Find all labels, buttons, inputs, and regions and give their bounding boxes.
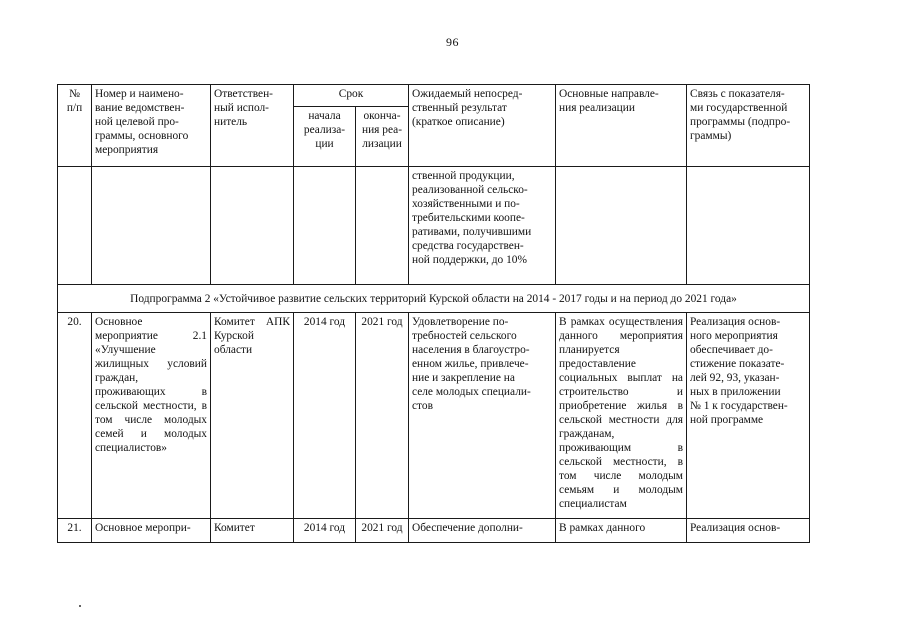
row-link: Реализация основ-: [687, 519, 810, 543]
cont-start: [294, 167, 356, 285]
row-result: Удовлетворение по- требностей сельского населения в благоустро- енном жилье, привлече- ние и закрепление на селе молодых специали- стов: [409, 313, 556, 519]
table-row: [58, 519, 810, 543]
row-result: Обеспечение дополни-: [409, 519, 556, 543]
continuation-row: [58, 167, 810, 285]
header-term: Срок: [294, 85, 409, 107]
row-name: Основное меропри-: [92, 519, 211, 543]
page-number: 96: [446, 35, 459, 49]
measures-table: [57, 84, 810, 543]
header-row: [58, 85, 810, 107]
cont-name: [92, 167, 211, 285]
scan-speck: [79, 605, 81, 607]
cont-link: [687, 167, 810, 285]
subprogram-title: Подпрограмма 2 «Устойчивое развитие сельских территорий Курской области на 2014 - 2017 годы и на период до 2021 года»: [58, 285, 810, 313]
cont-end: [356, 167, 409, 285]
header-executor: Ответствен- ный испол- нитель: [211, 85, 294, 167]
row-executor: Комитет АПК Курской области: [211, 313, 294, 519]
row-link: Реализация основ- ного мероприятия обеспечивает до- стижение показате- лей 92, 93, указан- ных в приложении № 1 к государствен- ной программе: [687, 313, 810, 519]
subprogram-row: [58, 285, 810, 313]
header-result: Ожидаемый непосред- ственный результат (краткое описание): [409, 85, 556, 167]
row-start: 2014 год: [294, 313, 356, 519]
row-num: 21.: [58, 519, 92, 543]
table-row: [58, 313, 810, 519]
row-start: 2014 год: [294, 519, 356, 543]
row-name: Основное мероприятие 2.1 «Улучшение жилищных условий граждан, проживающих в сельской местности, в том числе молодых семей и молодых специалистов»: [92, 313, 211, 519]
header-end: оконча- ния реа- лизации: [356, 107, 409, 167]
cont-result: ственной продукции, реализованной сельско- хозяйственными и по- требительскими коопе- ративами, получившими средства государствен- ной поддержки, до 10%: [409, 167, 556, 285]
row-end: 2021 год: [356, 519, 409, 543]
row-executor: Комитет: [211, 519, 294, 543]
row-num: 20.: [58, 313, 92, 519]
header-name: Номер и наимено- вание ведомствен- ной целевой про- граммы, основного мероприятия: [92, 85, 211, 167]
row-directions: В рамках данного: [556, 519, 687, 543]
cont-num: [58, 167, 92, 285]
header-start: начала реализа- ции: [294, 107, 356, 167]
row-directions: В рамках осуществления данного мероприятия планируется предоставление социальных выплат на строительство и приобретение жилья в сельской местности для гражданам, проживающим в сельской местности, в том числе молодым семьям и молодым специалистам: [556, 313, 687, 519]
header-num: № п/п: [58, 85, 92, 167]
header-directions: Основные направле- ния реализации: [556, 85, 687, 167]
cont-executor: [211, 167, 294, 285]
row-end: 2021 год: [356, 313, 409, 519]
cont-directions: [556, 167, 687, 285]
header-link: Связь с показателя- ми государственной программы (подпро- граммы): [687, 85, 810, 167]
